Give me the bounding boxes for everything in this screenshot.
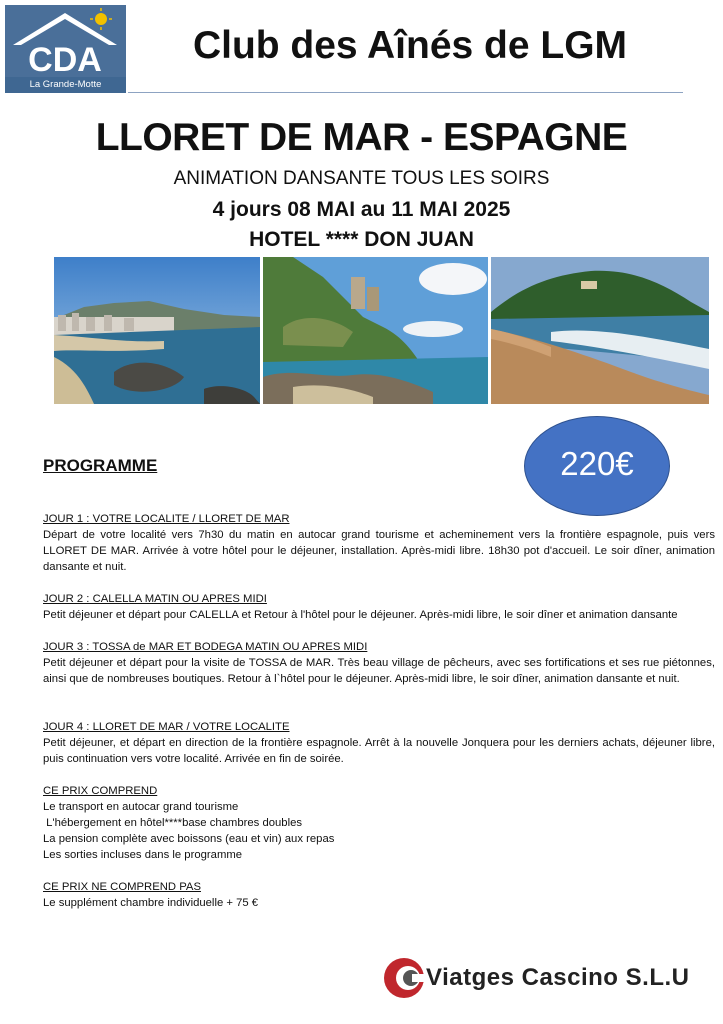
day-heading: JOUR 4 : LLORET DE MAR / VOTRE LOCALITE <box>43 721 290 733</box>
includes-heading: CE PRIX COMPREND <box>43 785 158 797</box>
castle-cove-photo <box>263 257 488 404</box>
header-divider <box>128 92 683 93</box>
includes-item: L'hébergement en hôtel****base chambres doubles <box>43 817 303 829</box>
day-description: Petit déjeuner, et départ en direction de la frontière espagnole. Arrêt à la nouvelle Jonquera pour les derniers achats, déjeuner libre, puis continuation vers votre localité. Arrivée en fin de soirée. <box>43 737 715 765</box>
excludes-section <box>43 879 715 911</box>
logo-letters: CDA <box>28 41 102 77</box>
operator-name: Viatges Cascino S.L.U <box>426 964 690 991</box>
trip-dates: 4 jours 08 MAI au 11 MAI 2025 <box>212 198 511 221</box>
day-1-section <box>43 511 715 575</box>
includes-item: La pension complète avec boissons (eau et vin) aux repas <box>43 833 335 845</box>
price-badge <box>524 416 670 516</box>
day-3-section <box>43 639 715 687</box>
trip-hotel: HOTEL **** DON JUAN <box>249 228 474 251</box>
includes-item: Les sorties incluses dans le programme <box>43 849 243 861</box>
logo-house-icon <box>5 5 126 77</box>
day-description: Petit déjeuner et départ pour la visite de TOSSA de MAR. Très beau village de pêcheurs, avec ses fortifications et ses rue piétonnes, ainsi que de nombreuses boutiques. Retour à l`hôtel pour le déjeuner. Après-midi libre, le soir dîner, animation dansante et nuit. <box>43 657 715 685</box>
day-description: Petit déjeuner et départ pour CALELLA et Retour à l'hôtel pour le déjeuner. Après-midi libre, le soir dîner et animation dansante <box>43 609 678 621</box>
day-heading: JOUR 1 : VOTRE LOCALITE / LLORET DE MAR <box>43 513 290 525</box>
programme-heading: PROGRAMME <box>43 456 158 475</box>
trip-subtitle: ANIMATION DANSANTE TOUS LES SOIRS <box>173 168 550 189</box>
operator-logo <box>382 955 702 1001</box>
includes-item: Le transport en autocar grand tourisme <box>43 801 239 813</box>
sandy-beach-photo <box>491 257 709 404</box>
trip-title: LLORET DE MAR - ESPAGNE <box>95 116 628 159</box>
day-4-section <box>43 719 715 767</box>
club-title: Club des Aînés de LGM <box>192 24 628 67</box>
includes-section <box>43 783 715 863</box>
excludes-heading: CE PRIX NE COMPREND PAS <box>43 881 201 893</box>
club-logo <box>5 5 126 93</box>
day-2-section <box>43 591 715 623</box>
price-text: 220€ <box>560 445 634 482</box>
day-description: Départ de votre localité vers 7h30 du matin en autocar grand tourisme et acheminement vers la frontière espagnole, puis vers LLORET DE MAR. Arrivée à votre hôtel pour le déjeuner, installation. Après-midi libre. 18h30 pot d'accueil. Le soir dîner, animation dansante et nuit. <box>43 529 715 573</box>
excludes-item: Le supplément chambre individuelle + 75 € <box>43 897 259 909</box>
day-heading: JOUR 3 : TOSSA de MAR ET BODEGA MATIN OU APRES MIDI <box>43 641 368 653</box>
day-heading: JOUR 2 : CALELLA MATIN OU APRES MIDI <box>43 593 267 605</box>
beach-town-photo <box>54 257 260 404</box>
cascino-c-icon <box>382 955 426 1001</box>
logo-subtext: La Grande-Motte <box>5 77 126 93</box>
